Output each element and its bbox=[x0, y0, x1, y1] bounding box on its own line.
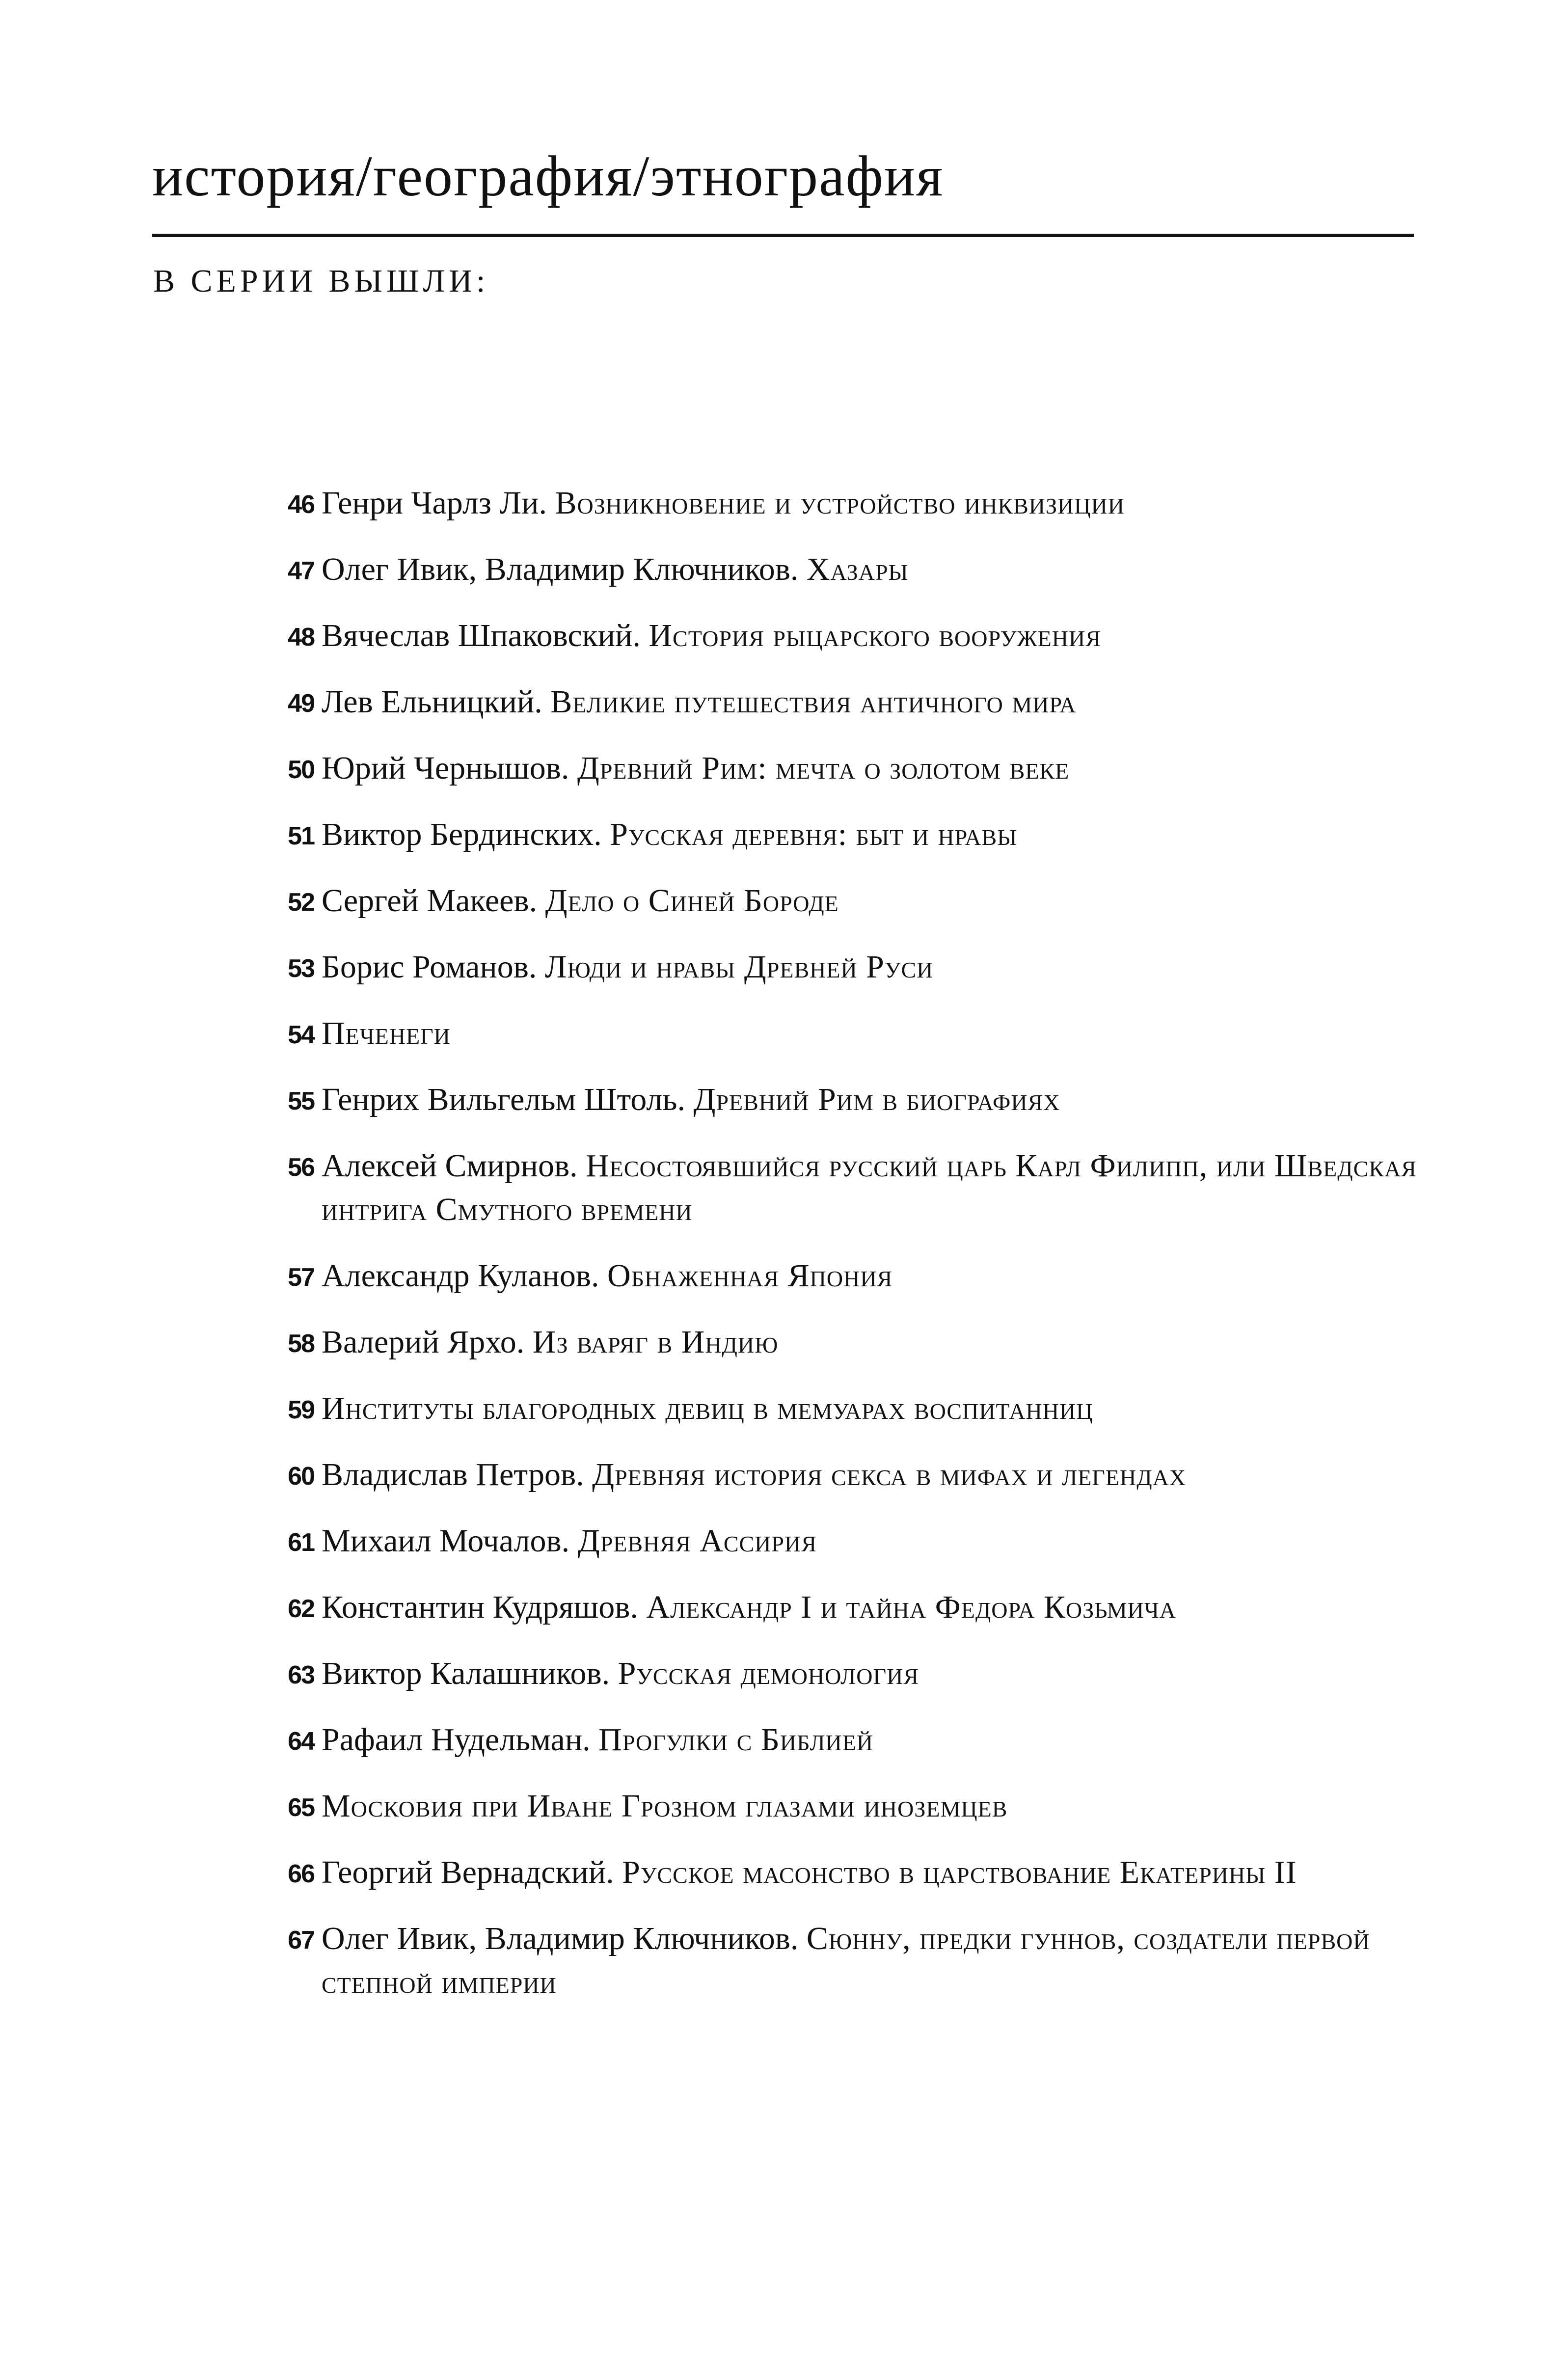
book-entry bbox=[263, 1652, 1431, 1695]
book-entry bbox=[263, 1254, 1431, 1298]
book-author: Сергей Макеев. bbox=[322, 883, 545, 919]
book-title: История рыцарского вооружения bbox=[649, 618, 1101, 653]
book-entry bbox=[263, 1011, 1431, 1055]
book-number: 67 bbox=[288, 1926, 314, 1954]
book-title: Русское масонство в царствование Екатерины II bbox=[622, 1854, 1297, 1890]
page-title: история/география/этнография bbox=[152, 144, 944, 208]
book-title: Возникновение и устройство инквизиции bbox=[555, 485, 1125, 521]
book-author: Валерий Ярхо. bbox=[322, 1324, 533, 1360]
book-entry bbox=[263, 1917, 1431, 2004]
series-heading: В СЕРИИ ВЫШЛИ: bbox=[153, 263, 489, 299]
book-entry bbox=[263, 1784, 1431, 1828]
book-number: 52 bbox=[288, 888, 314, 917]
book-entry bbox=[263, 813, 1431, 856]
book-number: 66 bbox=[288, 1860, 314, 1888]
book-author: Олег Ивик, Владимир Ключников. bbox=[322, 551, 807, 587]
book-entry bbox=[263, 1453, 1431, 1496]
book-entry bbox=[263, 1078, 1431, 1121]
book-number: 58 bbox=[288, 1330, 314, 1358]
book-title: Великие путешествия античного мира bbox=[550, 684, 1077, 720]
book-number: 46 bbox=[288, 490, 314, 519]
book-entry bbox=[263, 1718, 1431, 1762]
book-title: Печенеги bbox=[322, 1015, 451, 1051]
book-title: Сюнну, предки гуннов, создатели первой степной империи bbox=[322, 1921, 1370, 2000]
book-title: Дело о Синей Бороде bbox=[545, 883, 839, 919]
book-entry bbox=[263, 1386, 1431, 1430]
book-author: Александр Куланов. bbox=[322, 1258, 607, 1294]
book-number: 64 bbox=[288, 1727, 314, 1756]
book-entry bbox=[263, 680, 1431, 724]
book-number: 54 bbox=[288, 1021, 314, 1049]
book-number: 47 bbox=[288, 557, 314, 585]
book-author: Михаил Мочалов. bbox=[322, 1523, 578, 1559]
book-entry bbox=[263, 1519, 1431, 1563]
book-author: Рафаил Нудельман. bbox=[322, 1722, 599, 1758]
book-number: 53 bbox=[288, 954, 314, 983]
book-entry bbox=[263, 746, 1431, 790]
book-title: Прогулки с Библией bbox=[598, 1722, 874, 1758]
book-entry bbox=[263, 1320, 1431, 1364]
book-author: Владислав Петров. bbox=[322, 1457, 593, 1493]
book-author: Олег Ивик, Владимир Ключников. bbox=[322, 1921, 807, 1956]
book-list bbox=[263, 481, 1431, 2027]
book-title: Русская демонология bbox=[618, 1655, 919, 1691]
book-number: 57 bbox=[288, 1263, 314, 1292]
book-author: Лев Ельницкий. bbox=[322, 684, 551, 720]
book-author: Генрих Вильгельм Штоль. bbox=[322, 1082, 694, 1117]
book-number: 55 bbox=[288, 1087, 314, 1115]
book-title: Древний Рим: мечта о золотом веке bbox=[577, 750, 1070, 786]
book-number: 63 bbox=[288, 1661, 314, 1689]
book-title: Русская деревня: быт и нравы bbox=[610, 816, 1018, 852]
book-number: 60 bbox=[288, 1462, 314, 1491]
book-title: Древний Рим в биографиях bbox=[693, 1082, 1060, 1117]
book-number: 65 bbox=[288, 1793, 314, 1822]
book-entry bbox=[263, 481, 1431, 525]
book-number: 48 bbox=[288, 623, 314, 651]
book-author: Вячеслав Шпаковский. bbox=[322, 618, 649, 653]
book-author: Константин Кудряшов. bbox=[322, 1589, 647, 1625]
book-author: Виктор Бердинских. bbox=[322, 816, 610, 852]
book-title: Несостоявшийся русский царь Карл Филипп, или Шведская интрига Смутного времени bbox=[322, 1148, 1417, 1227]
book-number: 50 bbox=[288, 756, 314, 784]
book-title: Древняя история секса в мифах и легендах bbox=[592, 1457, 1187, 1493]
book-number: 49 bbox=[288, 689, 314, 718]
book-number: 61 bbox=[288, 1528, 314, 1557]
book-entry bbox=[263, 614, 1431, 657]
book-number: 51 bbox=[288, 822, 314, 850]
book-title: Александр I и тайна Федора Козьмича bbox=[646, 1589, 1176, 1625]
book-title: Из варяг в Индию bbox=[532, 1324, 779, 1360]
title-divider bbox=[152, 234, 1414, 237]
book-entry bbox=[263, 547, 1431, 591]
book-author: Юрий Чернышов. bbox=[322, 750, 577, 786]
book-title: Древняя Ассирия bbox=[577, 1523, 817, 1559]
book-entry bbox=[263, 879, 1431, 923]
book-author: Алексей Смирнов. bbox=[322, 1148, 586, 1184]
book-author: Георгий Вернадский. bbox=[322, 1854, 622, 1890]
book-title: Московия при Иване Грозном глазами иноземцев bbox=[322, 1788, 1008, 1824]
book-title: Люди и нравы Древней Руси bbox=[544, 949, 934, 985]
book-number: 59 bbox=[288, 1396, 314, 1424]
book-title: Хазары bbox=[806, 551, 909, 587]
book-title: Институты благородных девиц в мемуарах воспитанниц bbox=[322, 1390, 1093, 1426]
book-entry bbox=[263, 1585, 1431, 1629]
book-entry bbox=[263, 1144, 1431, 1231]
book-author: Генри Чарлз Ли. bbox=[322, 485, 555, 521]
book-number: 56 bbox=[288, 1153, 314, 1182]
book-title: Обнаженная Япония bbox=[607, 1258, 893, 1294]
book-entry bbox=[263, 1850, 1431, 1894]
book-author: Виктор Калашников. bbox=[322, 1655, 618, 1691]
book-entry bbox=[263, 945, 1431, 989]
book-author: Борис Романов. bbox=[322, 949, 545, 985]
book-number: 62 bbox=[288, 1595, 314, 1623]
